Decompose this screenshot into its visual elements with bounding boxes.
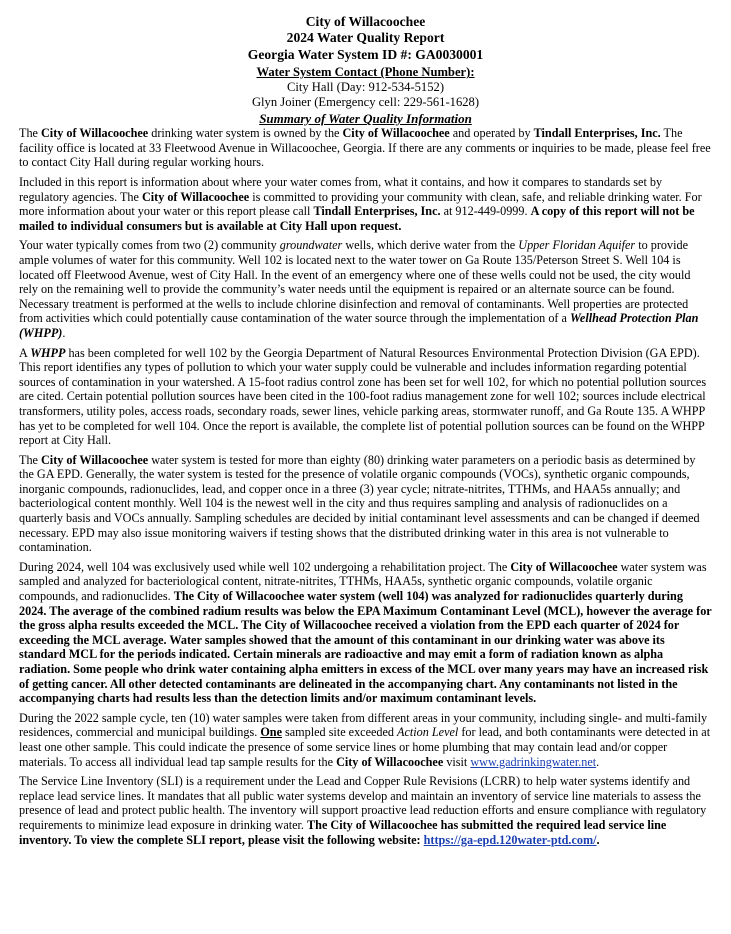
paragraph-whpp: A WHPP has been completed for well 102 by the Georgia Department of Natural Resources Environmental Protection Division (GA EPD). This report identifies any types of pollution to which your water supply could be vulnerable and includes information regarding potential sources of contamination in your watershed. A 15-foot radius control zone has been set for well 102, for which no potential pollution sources are cited. Certain potential pollution sources have been cited in the 100-foot radius management zone for well 102; sources include electrical transformers, utility poles, access roads, secondary roads, sewer lines, vehicle parking areas, stormwater runoff, and Ga Route 135. A WHPP has yet to be completed for well 104. Once the report is available, the complete list of potential pollution sources can be found on the WHPP report at City Hall.	[19, 345, 707, 448]
paragraph-report-info: Included in this report is information about where your water comes from, what it contains, and how it compares to standards set by regulatory agencies. The City of Willacoochee is committed to providing your community with clean, safe, and reliable drinking water. For more information about your water or this report please call Tindall Enterprises, Inc. at 912-449-0999. A copy of this report will not be mailed to individual consumers but is available at City Hall upon request.	[19, 175, 702, 233]
summary-title: Summary of Water Quality Information	[259, 111, 472, 127]
contact-block	[19, 65, 712, 110]
contact-emergency: Glyn Joiner (Emergency cell: 229-561-1628)	[251, 95, 480, 110]
paragraph-2024-results: During 2024, well 104 was exclusively used while well 102 undergoing a rehabilitation project. The City of Willacoochee water system was sampled and analyzed for bacteriological content, nitrate-nitrites, TTHMs, HAA5s, synthetic organic compounds, volatile organic compounds, and radionuclides. The City of Willacoochee water system (well 104) was analyzed for radionuclides quarterly during 2024. The average of the combined radium results was below the EPA Maximum Contaminant Level (MCL), however the average for the gross alpha results exceeded the MCL. The City of Willacoochee received a violation from the EPD each quarter of 2024 for exceeding the MCL average. Water samples showed that the amount of this contaminant in our drinking water was above its standard MCL for the periods indicated. Certain minerals are radioactive and may emit a form of radiation known as alpha radiation. Some people who drink water containing alpha emitters in excess of the MCL over many years may have an increased risk of getting cancer. All other detected contaminants are delineated in the accompanying chart. Any contaminants not listed in the accompanying charts had results less than the detection limits and/or maximum contaminant levels.	[19, 559, 712, 706]
sli-report-link[interactable]: https://ga-epd.120water-ptd.com/	[423, 832, 597, 847]
report-header	[19, 14, 712, 63]
paragraph-ownership: The City of Willacoochee drinking water system is owned by the City of Willacoochee and operated by Tindall Enterprises, Inc. The facility office is located at 33 Fleetwood Avenue in Willacoochee, Georgia. If there are any comments or inquiries to be made, please feel free to contact City Hall during regular working hours.	[19, 126, 711, 170]
contact-heading: Water System Contact (Phone Number):	[256, 65, 475, 80]
paragraph-lead-copper: During the 2022 sample cycle, ten (10) water samples were taken from different areas in your community, including single- and multi-family residences, commercial and municipal buildings. One sampled site exceeded Action Level for lead, and both contaminants were detected in at least one other sample. This could indicate the presence of some service lines or home plumbing that may contain lead and/or copper materials. To access all individual lead tap sample results for the City of Willacoochee visit www.gadrinkingwater.net.	[19, 710, 711, 769]
paragraph-service-line-inventory: The Service Line Inventory (SLI) is a requirement under the Lead and Copper Rule Revisions (LCRR) to help water systems identify and replace lead service lines. It mandates that all public water systems develop and maintain an inventory of service line materials to assess the presence of lead and protect public health. The inventory will support proactive lead reduction efforts and ensure compliance with regulatory requirements to minimize lead exposure in drinking water. The City of Willacoochee has submitted the required lead service line inventory. To view the complete SLI report, please visit the following website: https://ga-epd.120water-ptd.com/.	[19, 774, 707, 847]
report-system-id: Georgia Water System ID #: GA0030001	[247, 46, 484, 62]
report-title-city: City of Willacoochee	[305, 14, 426, 29]
paragraph-testing: The City of Willacoochee water system is tested for more than eighty (80) drinking water parameters on a periodic basis as determined by the GA EPD. Generally, the water system is tested for the presence of volatile organic compounds (VOCs), synthetic organic compounds, inorganic compounds, radionuclides, lead, and copper once in a three (3) year cycle; nitrate-nitrites, TTHMs, and HAA5s annually; and bacteriological content monthly. Well 104 is the newest well in the city and thus requires sampling and analysis of radionuclides on a quarterly basis and VOCs annually. Sampling schedules are decided by initial contaminant level assessments and can be changed if deemed necessary. EPD may also issue monitoring waivers if testing shows that the distributed drinking water in this area is not vulnerable to contamination.	[19, 452, 700, 555]
report-title-year: 2024 Water Quality Report	[286, 30, 445, 46]
paragraph-water-source: Your water typically comes from two (2) community groundwater wells, which derive water from the Upper Floridan Aquifer to provide ample volumes of water for this community. Well 102 is located next to the water tower on Ga Route 135/Peterson Street S. Well 104 is located off Fleetwood Avenue, west of City Hall. In the event of an emergency where one of these wells could not be used, the city would rely on the remaining well to provide the community’s water needs until the equipment is repaired or an alternate source can be found. Necessary treatment is performed at the wells to include chlorine disinfection and removal of contaminants. Well properties are protected from activities which could potentially cause contamination of the water source through the implementation of a Wellhead Protection Plan (WHPP).	[19, 238, 699, 340]
contact-city-hall: City Hall (Day: 912-534-5152)	[286, 80, 445, 95]
gadrinkingwater-link[interactable]: www.gadrinkingwater.net	[470, 754, 597, 769]
